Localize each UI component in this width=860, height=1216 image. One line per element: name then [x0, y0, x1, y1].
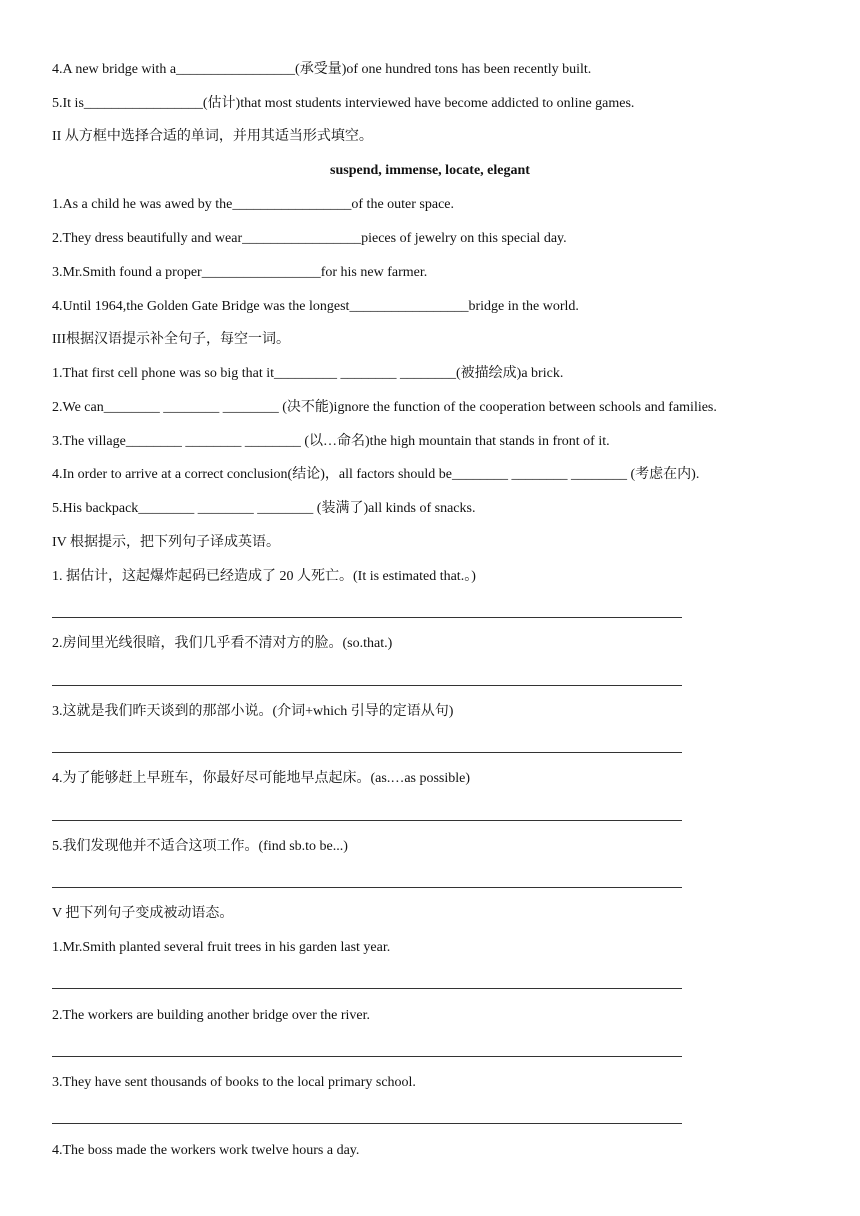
- fill-blank-item: 5.It is_________________(估计)that most students interviewed have become addicted to online games.: [52, 96, 635, 111]
- section-heading-ii: II 从方框中选择合适的单词，并用其适当形式填空。: [52, 129, 373, 144]
- fill-blank-item: 3.The village________ ________ ________ (以…命名)the high mountain that stands in front of it.: [52, 434, 610, 449]
- passive-voice-prompt: 1.Mr.Smith planted several fruit trees in his garden last year.: [52, 940, 391, 955]
- answer-line: [52, 752, 682, 753]
- section-heading-iii: III根据汉语提示补全句子，每空一词。: [52, 332, 290, 347]
- word-box: suspend, immense, locate, elegant: [330, 163, 530, 178]
- answer-line: [52, 1123, 682, 1124]
- answer-line: [52, 988, 682, 989]
- fill-blank-item: 2.We can________ ________ ________ (决不能)ignore the function of the cooperation between schools and families.: [52, 400, 717, 415]
- fill-blank-item: 5.His backpack________ ________ ________ (装满了)all kinds of snacks.: [52, 501, 476, 516]
- section-heading-v: V 把下列句子变成被动语态。: [52, 906, 234, 921]
- translation-prompt: 1. 据估计，这起爆炸起码已经造成了 20 人死亡。(It is estimated that.。): [52, 569, 476, 584]
- translation-prompt: 4.为了能够赶上早班车，你最好尽可能地早点起床。(as.…as possible): [52, 771, 471, 786]
- fill-blank-item: 4.In order to arrive at a correct conclusion(结论)，all factors should be________ ________ ________ (考虑在内).: [52, 467, 700, 482]
- answer-line: [52, 685, 682, 686]
- fill-blank-item: 4.A new bridge with a_________________(承受量)of one hundred tons has been recently built.: [52, 62, 592, 77]
- passive-voice-prompt: 3.They have sent thousands of books to the local primary school.: [52, 1075, 416, 1090]
- answer-line: [52, 887, 682, 888]
- fill-blank-item: 2.They dress beautifully and wear_________________pieces of jewelry on this special day.: [52, 231, 567, 246]
- section-heading-iv: IV 根据提示，把下列句子译成英语。: [52, 535, 281, 550]
- answer-line: [52, 820, 682, 821]
- answer-line: [52, 617, 682, 618]
- fill-blank-item: 3.Mr.Smith found a proper_________________for his new farmer.: [52, 265, 428, 280]
- translation-prompt: 2.房间里光线很暗，我们几乎看不清对方的脸。(so.that.): [52, 636, 393, 651]
- passive-voice-prompt: 2.The workers are building another bridge over the river.: [52, 1008, 371, 1023]
- passive-voice-prompt: 4.The boss made the workers work twelve hours a day.: [52, 1143, 360, 1158]
- translation-prompt: 3.这就是我们昨天谈到的那部小说。(介词+which 引导的定语从句): [52, 704, 454, 719]
- translation-prompt: 5.我们发现他并不适合这项工作。(find sb.to be...): [52, 839, 348, 854]
- fill-blank-item: 1.As a child he was awed by the_________________of the outer space.: [52, 197, 455, 212]
- fill-blank-item: 1.That first cell phone was so big that it_________ ________ ________(被描绘成)a brick.: [52, 366, 564, 381]
- fill-blank-item: 4.Until 1964,the Golden Gate Bridge was the longest_________________bridge in the world.: [52, 299, 579, 314]
- answer-line: [52, 1056, 682, 1057]
